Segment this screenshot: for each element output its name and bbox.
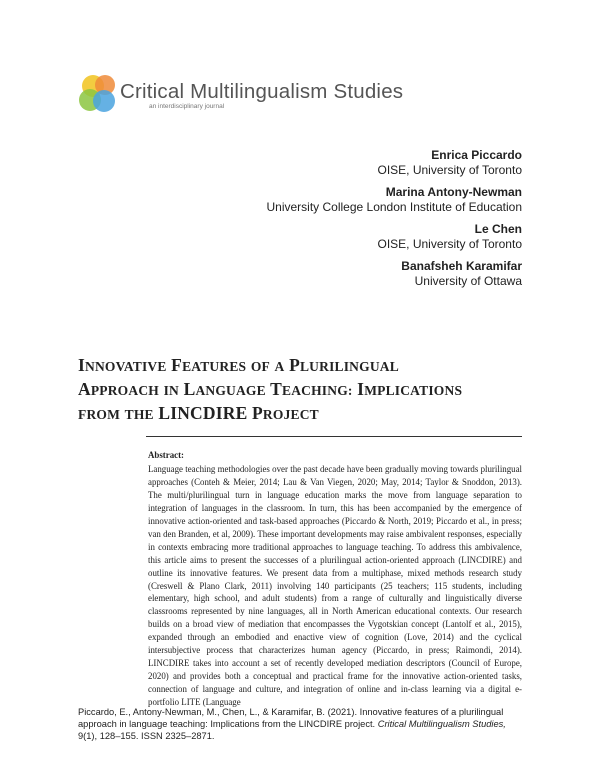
author-entry [142, 259, 522, 289]
author-name: Le Chen [474, 222, 522, 236]
logo-circle-blue [93, 90, 115, 112]
journal-subtitle: an interdisciplinary journal [149, 103, 225, 110]
author-entry [142, 222, 522, 252]
author-affiliation: University of Ottawa [414, 274, 522, 288]
author-affiliation: OISE, University of Toronto [377, 237, 522, 251]
author-entry [142, 148, 522, 178]
author-entry [142, 185, 522, 215]
citation [78, 706, 526, 742]
author-list [142, 148, 522, 296]
citation-text: Piccardo, E., Antony-Newman, M., Chen, L., & Karamifar, B. (2021). Innovative features of a plurilingual approach in language teaching: Implications from the LINCDIRE project. [78, 707, 504, 729]
citation-volume-pages: 9(1), 128–155. ISSN 2325–2871. [78, 731, 215, 741]
author-affiliation: OISE, University of Toronto [377, 163, 522, 177]
author-affiliation: University College London Institute of Education [266, 200, 522, 214]
title-line: INNOVATIVE FEATURES OF A PLURILINGUAL [78, 355, 399, 375]
abstract-label: Abstract: [148, 450, 184, 460]
citation-journal: Critical Multilingualism Studies, [377, 719, 506, 729]
journal-name: Critical Multilingualism Studies [120, 80, 404, 103]
abstract-text: Language teaching methodologies over the past decade have been gradually moving towards plurilingual approaches (Conteh & Meier, 2014; Lau & Van Viegen, 2020; May, 2014; Taylor & Snoddon, 2013). The multi/plurilingual turn in language education marks the move from language separation to integration of languages in the classroom. In turn, this has been accompanied by the emergence of innovative action-oriented and task-based approaches (Piccardo & North, 2019; Piccardo et al., in press; van den Branden, et al, 2009). These important developments may raise ambivalent responses, especially in contexts embracing more traditional approaches to language teaching. To address this ambivalence, this article aims to present the successes of a plurilingual action-oriented approach (LINCDIRE) and outline its innovative features. We present data from a multiphase, mixed methods research study (Creswell & Plano Clark, 2011) involving 140 participants (25 teachers; 115 students, including elementary, high school, and adult students) from a range of culturally and linguistically diverse classrooms represented by nine languages, all in North American educational contexts. Our research builds on a broad view of mediation that encompasses the Vygotskian concept (Lantolf et al., 2015), expanded through an embodied and enactive view of cognition (Love, 2014) and the cyclical intersubjective process that characterizes human agency (Piccardo, in press; Raimondi, 2014). LINCDIRE takes into account a set of recently developed mediation descriptors (Council of Europe, 2020) and provides both a conceptual and practical frame for the innovative action-oriented tasks, connection of language and culture, and integration of online and in-class learning via a digital e-portfolio LITE (Language [148, 463, 522, 708]
author-name: Marina Antony-Newman [385, 185, 522, 199]
author-name: Banafsheh Karamifar [401, 259, 522, 273]
title-line: APPROACH IN LANGUAGE TEACHING: IMPLICATIONS [78, 379, 463, 399]
abstract-block [148, 449, 522, 709]
journal-logo-icon [78, 72, 126, 118]
abstract-divider [146, 436, 522, 437]
journal-logo [78, 72, 404, 118]
author-name: Enrica Piccardo [431, 148, 522, 162]
title-line: FROM THE LINCDIRE PROJECT [78, 403, 319, 423]
paper-title [78, 354, 528, 426]
